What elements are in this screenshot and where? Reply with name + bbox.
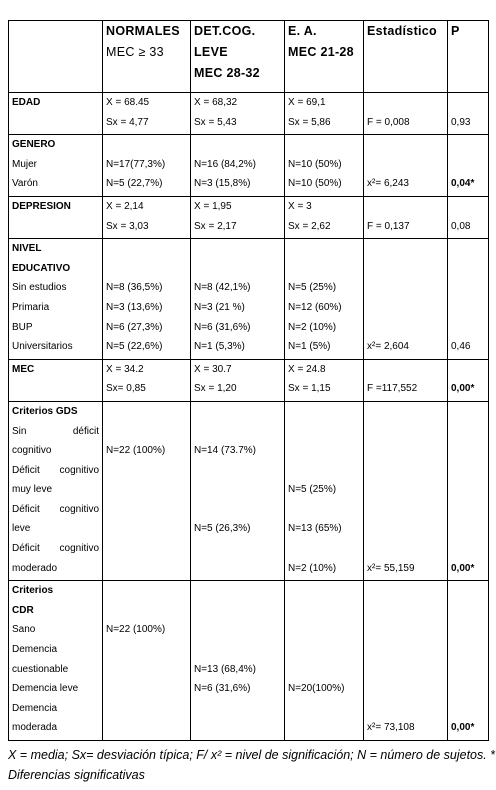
cell-text: N=5 (26,3%) — [194, 523, 251, 535]
row-genero — [9, 135, 489, 197]
cell-text: moderado — [12, 562, 58, 574]
cell-text: X = 24.8 — [288, 363, 326, 375]
cell-text: E. A. — [288, 24, 317, 38]
cell-text: 0,08 — [451, 220, 471, 232]
cell-text: N=20(100%) — [288, 683, 345, 695]
cell-p — [448, 135, 489, 197]
cell-text: Varón — [12, 178, 38, 190]
cell-text: Sx = 1,20 — [194, 383, 237, 395]
row-label — [9, 239, 103, 360]
cell-text: Demencia — [12, 702, 58, 714]
cell-text: Sx = 3,03 — [106, 220, 149, 232]
cell-p — [448, 239, 489, 360]
cell-normales — [103, 239, 191, 360]
cell-text: Criterios — [12, 585, 54, 597]
cell-text: x²= 73,108 — [367, 722, 415, 734]
cell-p — [448, 401, 489, 580]
cell-detcog — [191, 581, 285, 741]
cell-ea — [285, 135, 364, 197]
cell-text: N=17(77,3%) — [106, 158, 166, 170]
cell-text: N=5 (25%) — [288, 282, 337, 294]
cell-text: Demencia leve — [12, 683, 79, 695]
cell-text: N=3 (15,8%) — [194, 178, 251, 190]
cell-text: N=2 (10%) — [288, 321, 337, 333]
row-nivel-educativo — [9, 239, 489, 360]
row-depresion — [9, 196, 489, 238]
cell-text: NIVEL — [12, 243, 42, 255]
cell-text: N=14 (73.7%) — [194, 445, 256, 457]
header-p — [448, 21, 489, 93]
cell-text: N=12 (60%) — [288, 301, 342, 313]
cell-detcog — [191, 359, 285, 401]
cell-text: 0,04* — [451, 178, 475, 190]
cell-detcog — [191, 196, 285, 238]
cell-text: Déficit — [12, 503, 40, 515]
cell-normales — [103, 581, 191, 741]
cell-text: Sx = 5,43 — [194, 116, 237, 128]
cell-ea — [285, 93, 364, 135]
cell-text: muy leve — [12, 484, 53, 496]
cell-text: DET.COG. — [194, 24, 256, 38]
cell-text: N=13 (65%) — [288, 523, 342, 535]
cell-text: Déficit — [12, 543, 40, 555]
row-label — [9, 401, 103, 580]
cell-text: Demencia — [12, 644, 58, 656]
cell-text: EDAD — [12, 97, 41, 108]
cell-p — [448, 196, 489, 238]
cell-text: N=6 (27,3%) — [106, 321, 163, 333]
cell-text: 0,00* — [451, 722, 475, 734]
cell-text: Sx = 2,62 — [288, 220, 331, 232]
cell-normales — [103, 93, 191, 135]
row-mec — [9, 359, 489, 401]
cell-text: N=5 (25%) — [288, 484, 337, 496]
cell-text: X = 1,95 — [194, 200, 232, 212]
cell-text: Sin estudios — [12, 282, 67, 294]
row-criterios-cdr — [9, 581, 489, 741]
cell-text: MEC — [12, 363, 35, 375]
cell-text: Sx = 4,77 — [106, 116, 149, 128]
cell-text: Déficit — [12, 464, 40, 476]
cell-text: N=10 (50%) — [288, 158, 342, 170]
cell-text: X = 3 — [288, 200, 312, 212]
row-label — [9, 93, 103, 135]
cell-text: X = 2,14 — [106, 200, 144, 212]
cell-text: 0,46 — [451, 341, 471, 353]
cell-text: 0,00* — [451, 562, 475, 574]
cell-text: F = 0,137 — [367, 220, 410, 232]
row-edad — [9, 93, 489, 135]
cell-text: N=6 (31,6%) — [194, 683, 251, 695]
cell-detcog — [191, 239, 285, 360]
cell-text: GENERO — [12, 139, 56, 151]
cell-text: N=10 (50%) — [288, 178, 342, 190]
cell-text: LEVE — [194, 45, 228, 59]
cell-text: MEC 28-32 — [194, 66, 260, 80]
cell-stat — [364, 93, 448, 135]
cell-text: N=1 (5%) — [288, 341, 331, 353]
cell-normales — [103, 196, 191, 238]
cell-text: Sx= 0,85 — [106, 383, 146, 395]
cell-text: cognitivo — [59, 543, 99, 555]
cell-text: DEPRESION — [12, 200, 71, 212]
cell-text: N=5 (22,7%) — [106, 178, 163, 190]
cell-text: Criterios GDS — [12, 405, 78, 417]
cell-text: Sano — [12, 624, 36, 636]
cell-text: N=3 (21 %) — [194, 301, 245, 313]
footnote: X = media; Sx= desviación típica; F/ x² = nivel de significación; N = número de sujetos. * Diferencias significativas — [8, 748, 496, 782]
page — [8, 20, 496, 785]
cell-text: cuestionable — [12, 663, 69, 675]
row-label — [9, 196, 103, 238]
header-normales — [103, 21, 191, 93]
cell-text: X = 69,1 — [288, 97, 326, 108]
cell-text: BUP — [12, 321, 33, 333]
cell-text: x²= 6,243 — [367, 178, 409, 190]
cell-text: P — [451, 24, 460, 38]
cell-stat — [364, 239, 448, 360]
cell-text: N=8 (42,1%) — [194, 282, 251, 294]
cell-text: N=8 (36,5%) — [106, 282, 163, 294]
cell-stat — [364, 135, 448, 197]
row-label — [9, 359, 103, 401]
cell-text: MEC 21-28 — [288, 45, 354, 59]
cell-text: N=13 (68,4%) — [194, 663, 256, 675]
header-ea — [285, 21, 364, 93]
cell-text: NORMALES — [106, 24, 180, 38]
cell-text: Universitarios — [12, 341, 73, 353]
cell-p — [448, 359, 489, 401]
cell-ea — [285, 401, 364, 580]
cell-stat — [364, 196, 448, 238]
cell-text: Primaria — [12, 301, 50, 313]
row-criterios-gds — [9, 401, 489, 580]
cell-text: MEC ≥ 33 — [106, 45, 164, 59]
cell-text: leve — [12, 523, 31, 535]
cell-ea — [285, 359, 364, 401]
cell-text: 0,00* — [451, 383, 475, 395]
cell-ea — [285, 196, 364, 238]
cell-normales — [103, 135, 191, 197]
cell-detcog — [191, 135, 285, 197]
cell-stat — [364, 581, 448, 741]
cell-text: F = 0,008 — [367, 116, 410, 128]
cell-text: déficit — [72, 425, 99, 437]
cell-text: X = 68.45 — [106, 97, 150, 108]
header-empty-cell — [9, 21, 103, 93]
cell-text: N=16 (84,2%) — [194, 158, 256, 170]
cell-text: Sin — [12, 425, 27, 437]
header-row — [9, 21, 489, 93]
cell-text: X = 68,32 — [194, 97, 238, 108]
cell-ea — [285, 239, 364, 360]
cell-text: N=2 (10%) — [288, 562, 337, 574]
cell-text: N=22 (100%) — [106, 624, 166, 636]
cell-text: EDUCATIVO — [12, 262, 71, 274]
statistics-table — [8, 20, 489, 741]
row-label — [9, 135, 103, 197]
cell-text: x²= 2,604 — [367, 341, 409, 353]
cell-p — [448, 581, 489, 741]
cell-text: moderada — [12, 722, 58, 734]
cell-ea — [285, 581, 364, 741]
cell-text: N=6 (31,6%) — [194, 321, 251, 333]
cell-text: 0,93 — [451, 116, 471, 128]
cell-text: cognitivo — [59, 503, 99, 515]
cell-text: N=22 (100%) — [106, 445, 166, 457]
cell-normales — [103, 359, 191, 401]
cell-text: CDR — [12, 604, 34, 616]
cell-text: Mujer — [12, 158, 38, 170]
cell-detcog — [191, 401, 285, 580]
cell-text: Sx = 2,17 — [194, 220, 237, 232]
cell-text: cognitivo — [59, 464, 99, 476]
cell-stat — [364, 359, 448, 401]
cell-text: X = 34.2 — [106, 363, 144, 375]
cell-text: N=1 (5,3%) — [194, 341, 245, 353]
header-estadistico — [364, 21, 448, 93]
cell-text: x²= 55,159 — [367, 562, 415, 574]
cell-text: N=5 (22,6%) — [106, 341, 163, 353]
cell-detcog — [191, 93, 285, 135]
cell-text: F =117,552 — [367, 383, 418, 395]
cell-p — [448, 93, 489, 135]
header-detcog — [191, 21, 285, 93]
cell-text: Sx = 1,15 — [288, 383, 331, 395]
cell-text: Sx = 5,86 — [288, 116, 331, 128]
cell-stat — [364, 401, 448, 580]
row-label — [9, 581, 103, 741]
cell-text: Estadístico — [367, 24, 437, 38]
cell-normales — [103, 401, 191, 580]
cell-text: cognitivo — [12, 445, 52, 457]
cell-text: N=3 (13,6%) — [106, 301, 163, 313]
cell-text: X = 30.7 — [194, 363, 232, 375]
